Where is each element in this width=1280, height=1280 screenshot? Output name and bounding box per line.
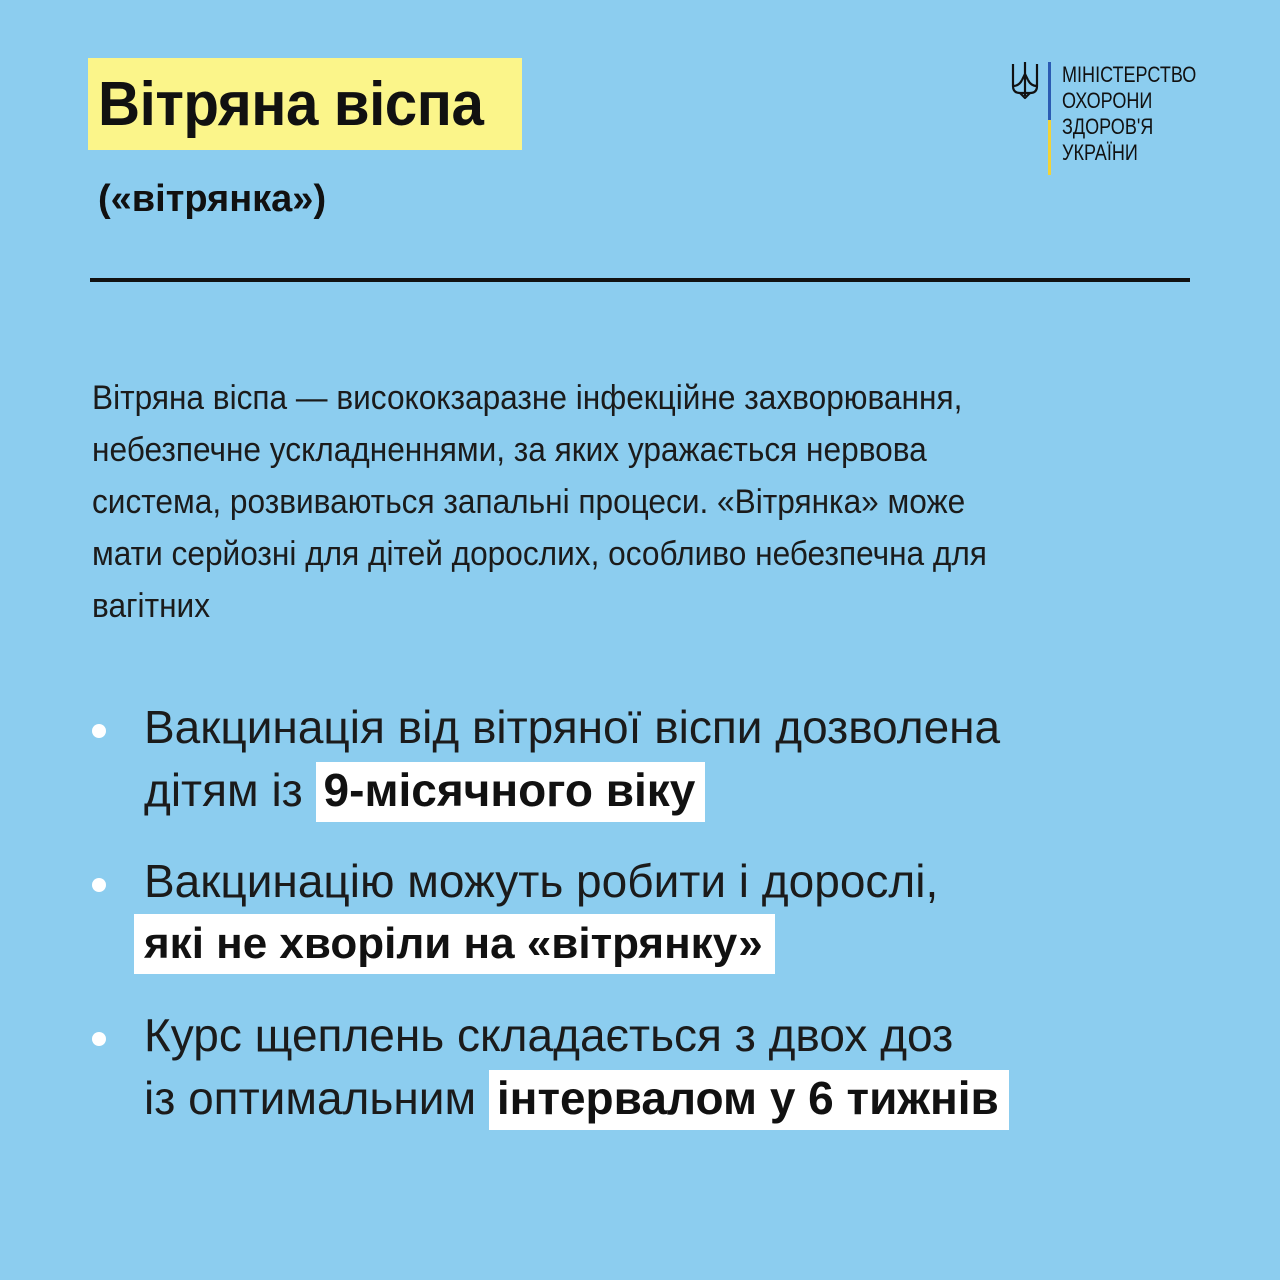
bullet-highlight: 9-місячного віку: [316, 762, 706, 822]
ministry-logo: [1010, 60, 1200, 180]
bullet-line: [144, 760, 705, 820]
logo-line: МІНІСТЕРСТВО: [1062, 62, 1197, 87]
logo-line: УКРАЇНИ: [1062, 140, 1138, 165]
logo-blue-bar: [1048, 62, 1051, 120]
bullet-line: Вакцинація від вітряної віспи дозволена: [144, 701, 1001, 753]
paragraph-line: Вітряна віспа — висококзаразне інфекційне захворювання,: [92, 379, 963, 417]
logo-yellow-bar: [1048, 120, 1051, 175]
paragraph-line: вагітних: [92, 587, 211, 625]
title-highlight: [88, 58, 522, 150]
logo-line: ЗДОРОВ'Я: [1062, 114, 1154, 139]
paragraph-line: система, розвиваються запальні процеси. «Вітрянка» може: [92, 483, 966, 521]
bullet-line: Курс щеплень складається з двох доз: [144, 1009, 954, 1061]
paragraph-line: небезпечне ускладненнями, за яких уражається нервова: [92, 431, 927, 469]
trident-icon: [1010, 60, 1040, 100]
bullet-dot: [92, 1032, 106, 1046]
bullet-dot: [92, 878, 106, 892]
bullet-prefix: дітям із: [144, 764, 316, 816]
logo-text: [1062, 62, 1226, 166]
intro-paragraph: [92, 372, 1192, 632]
logo-line: ОХОРОНИ: [1062, 88, 1153, 113]
paragraph-line: мати серйозні для дітей дорослих, особливо небезпечна для: [92, 535, 987, 573]
bullet-line: [144, 1068, 1009, 1128]
bullet-highlight: інтервалом у 6 тижнів: [489, 1070, 1009, 1130]
bullet-prefix: із оптимальним: [144, 1072, 489, 1124]
page-title: Вітряна віспа: [98, 69, 484, 139]
header-divider: [90, 278, 1190, 282]
page-subtitle: («вітрянка»): [98, 178, 327, 220]
bullet-dot: [92, 724, 106, 738]
bullet-line: Вакцинацію можуть робити і дорослі,: [144, 855, 939, 907]
bullet-highlight: які не хворіли на «вітрянку»: [134, 914, 775, 974]
